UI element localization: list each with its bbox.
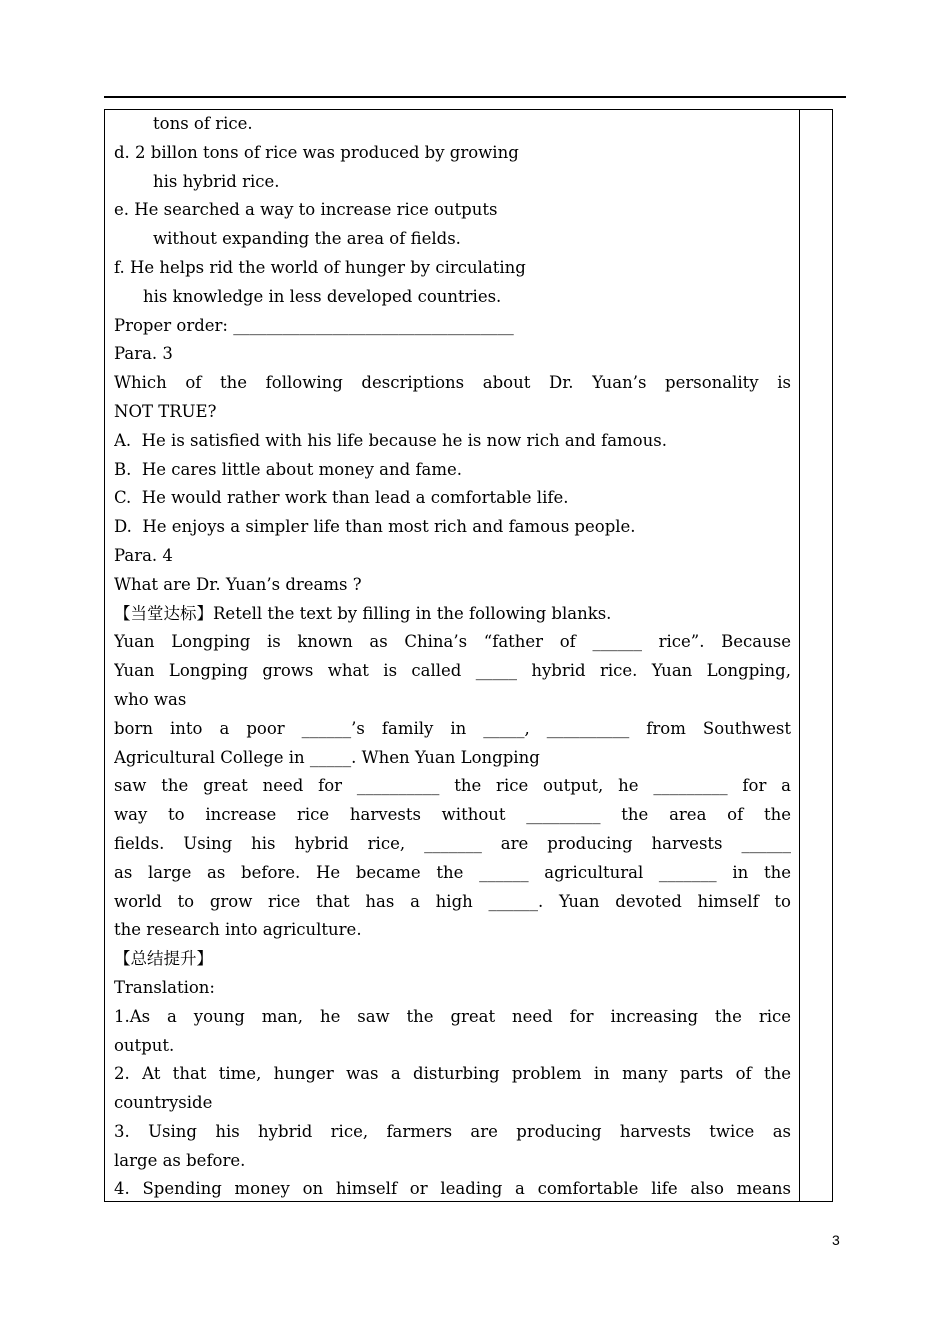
section-heading-para-3: Para. 3 bbox=[114, 344, 173, 364]
retell-text-line: who was bbox=[114, 689, 187, 709]
retell-text-line: the research into agriculture. bbox=[114, 920, 362, 940]
text-line: e. He searched a way to increase rice outputs bbox=[114, 200, 498, 220]
worksheet-content bbox=[114, 110, 791, 1204]
section-heading-retell: 【当堂达标】Retell the text by filling in the following blanks. bbox=[114, 603, 612, 623]
question-text: What are Dr. Yuan’s dreams ? bbox=[114, 574, 362, 594]
retell-text-line: world to grow rice that has a high ______. Yuan devoted himself to bbox=[114, 891, 791, 911]
translation-item: output. bbox=[114, 1035, 175, 1055]
translation-label: Translation: bbox=[114, 977, 215, 997]
page-number: 3 bbox=[832, 1232, 840, 1248]
retell-text-line: Yuan Longping grows what is called _____ hybrid rice. Yuan Longping, bbox=[114, 661, 791, 681]
retell-text-line: as large as before. He became the ______ agricultural _______ in the bbox=[114, 862, 791, 882]
retell-text-line: born into a poor ______’s family in _____, __________ from Southwest bbox=[114, 718, 791, 738]
section-heading-summary: 【总结提升】 bbox=[114, 949, 213, 969]
option-c: C. He would rather work than lead a comfortable life. bbox=[114, 488, 569, 508]
translation-item: 2. At that time, hunger was a disturbing problem in many parts of the bbox=[114, 1064, 791, 1084]
text-line: his knowledge in less developed countries. bbox=[143, 286, 502, 306]
question-text: Which of the following descriptions about Dr. Yuan’s personality is bbox=[114, 373, 791, 393]
translation-item: 1.As a young man, he saw the great need for increasing the rice bbox=[114, 1006, 791, 1026]
translation-item: 4. Spending money on himself or leading a comfortable life also means bbox=[114, 1179, 791, 1199]
section-heading-para-4: Para. 4 bbox=[114, 545, 173, 565]
retell-text-line: saw the great need for __________ the rice output, he _________ for a bbox=[114, 776, 791, 796]
question-text: NOT TRUE? bbox=[114, 401, 217, 421]
retell-text-line: way to increase rice harvests without _________ the area of the bbox=[114, 805, 791, 825]
text-line: without expanding the area of fields. bbox=[153, 229, 461, 249]
header-rule bbox=[104, 96, 846, 98]
translation-item: countryside bbox=[114, 1093, 213, 1113]
table-column-divider bbox=[799, 109, 800, 1202]
retell-text-line: fields. Using his hybrid rice, _______ are producing harvests ______ bbox=[114, 833, 791, 853]
option-a: A. He is satisfied with his life because he is now rich and famous. bbox=[114, 430, 667, 450]
option-b: B. He cares little about money and fame. bbox=[114, 459, 463, 479]
text-line: tons of rice. bbox=[153, 114, 253, 133]
retell-text-line: Yuan Longping is known as China’s “father of ______ rice”. Because bbox=[114, 632, 791, 652]
translation-item: 3. Using his hybrid rice, farmers are producing harvests twice as bbox=[114, 1121, 791, 1141]
option-d: D. He enjoys a simpler life than most rich and famous people. bbox=[114, 517, 636, 537]
text-line: f. He helps rid the world of hunger by circulating bbox=[114, 257, 526, 277]
retell-text-line: Agricultural College in _____. When Yuan Longping bbox=[114, 747, 540, 767]
proper-order-blank: Proper order: __________________________________ bbox=[114, 315, 514, 335]
translation-item: large as before. bbox=[114, 1150, 246, 1170]
text-line: d. 2 billon tons of rice was produced by growing bbox=[114, 142, 519, 162]
text-line: his hybrid rice. bbox=[153, 171, 280, 191]
